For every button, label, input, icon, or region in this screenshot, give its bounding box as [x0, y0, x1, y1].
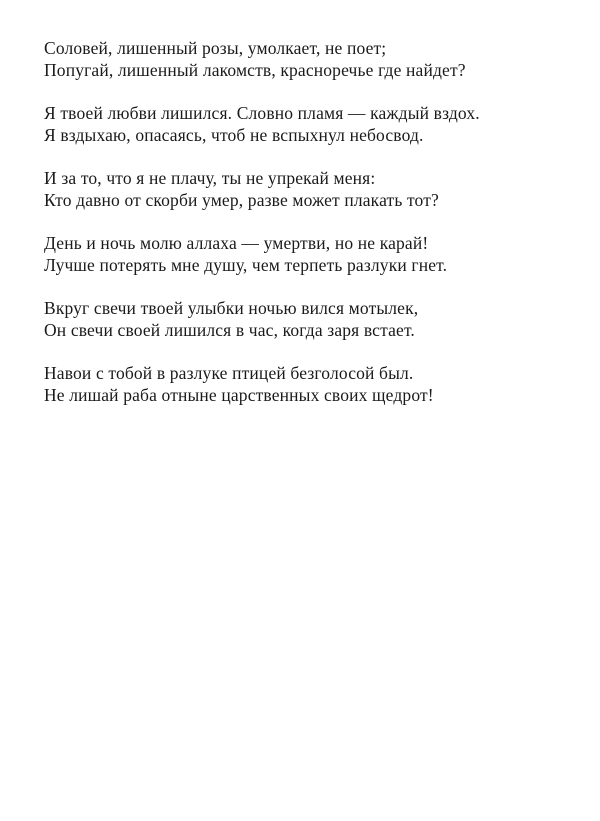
stanza-1 — [44, 37, 564, 81]
stanza-3 — [44, 167, 564, 211]
stanza-4 — [44, 232, 564, 276]
poem-line: Соловей, лишенный розы, умолкает, не поет; — [44, 38, 387, 58]
poem — [44, 37, 564, 427]
poem-line: Лучше потерять мне душу, чем терпеть разлуки гнет. — [44, 255, 448, 275]
poem-line: Я вздыхаю, опасаясь, чтоб не вспыхнул небосвод. — [44, 125, 424, 145]
poem-line: Не лишай раба отныне царственных своих щедрот! — [44, 385, 434, 405]
poem-line: Он свечи своей лишился в час, когда заря встает. — [44, 320, 415, 340]
poem-line: Вкруг свечи твоей улыбки ночью вился мотылек, — [44, 298, 419, 318]
poem-line: И за то, что я не плачу, ты не упрекай меня: — [44, 168, 376, 188]
poem-line: Я твоей любви лишился. Словно пламя — каждый вздох. — [44, 103, 480, 123]
poem-line: Навои с тобой в разлуке птицей безголосой был. — [44, 363, 414, 383]
stanza-2 — [44, 102, 564, 146]
poem-line: Кто давно от скорби умер, разве может плакать тот? — [44, 190, 439, 210]
stanza-5 — [44, 297, 564, 341]
stanza-6 — [44, 362, 564, 406]
poem-line: День и ночь молю аллаха — умертви, но не карай! — [44, 233, 429, 253]
poem-line: Попугай, лишенный лакомств, красноречье где найдет? — [44, 60, 466, 80]
